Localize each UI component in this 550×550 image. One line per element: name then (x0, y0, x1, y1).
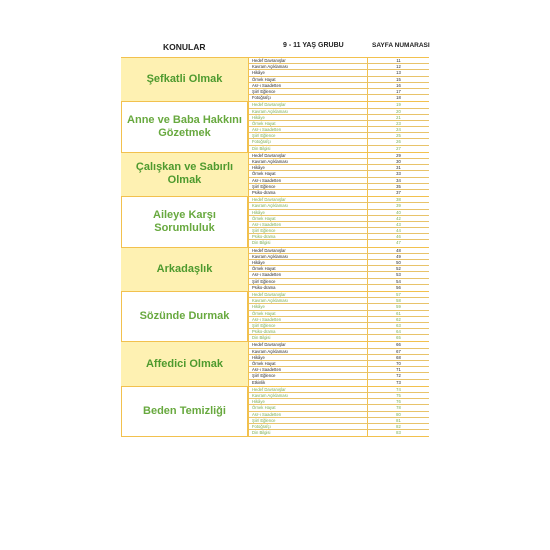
subtopic-label: Hikâye (249, 304, 368, 309)
subtopic-label: Hedef Davranışlar (249, 153, 368, 158)
subtopic-label: Kavram Açıklaması (249, 64, 368, 69)
section-title: Aileye Karşı Sorumluluk (121, 197, 248, 247)
subtopic-label: Hikâye (249, 210, 368, 215)
subtopic-label: Hedef Davranışlar (249, 102, 368, 107)
subtopic-label: Kavram Açıklaması (249, 203, 368, 208)
subtopic-label: Kavram Açıklaması (249, 159, 368, 164)
page-number: 78 (396, 405, 401, 411)
subtopic-label: Hikâye (249, 165, 368, 170)
page-number: 67 (396, 348, 401, 354)
subtopic-label: Hedef Davranışlar (249, 342, 368, 347)
toc-section (121, 102, 429, 153)
page-number: 31 (396, 165, 401, 171)
subtopic-label: Asr-ı Saadetten (249, 367, 368, 372)
page-number: 52 (396, 266, 401, 272)
subtopic-label: Hedef Davranışlar (249, 292, 368, 297)
subtopic-label: Örnek Hayat (249, 311, 368, 316)
subtopic-label: Kavram Açıklaması (249, 298, 368, 303)
page-number: 44 (396, 228, 401, 234)
subtopic-label: Fotoğrafçı (249, 139, 368, 144)
subtopic-label: Örnek Hayat (249, 171, 368, 176)
toc-section (121, 57, 429, 102)
page-number: 81 (396, 417, 401, 423)
page-number: 37 (396, 189, 401, 195)
subtopic-label: Asr-ı Saadetten (249, 127, 368, 132)
subtopic-label: Etkinlik (249, 380, 368, 386)
subtopic-label: Örnek Hayat (249, 77, 368, 82)
page-number: 35 (396, 183, 401, 189)
page-number: 11 (396, 58, 401, 63)
subtopic-label: Hikâye (249, 115, 368, 120)
page-number: 72 (396, 373, 401, 379)
page-number: 54 (396, 278, 401, 284)
subtopic-label: Örnek Hayat (249, 121, 368, 126)
subtopic-label: Psiko-drama (249, 234, 368, 239)
page-number: 12 (396, 64, 401, 70)
page-number: 68 (396, 354, 401, 360)
subtopic-label: Şiir/ Eğlence (249, 418, 368, 423)
toc-row (249, 285, 429, 291)
subtopic-label: Asr-ı Saadetten (249, 222, 368, 227)
subtopic-label: Din Bilgisi (249, 430, 368, 436)
subtopic-label: Kavram Açıklaması (249, 254, 368, 259)
section-rows (248, 292, 429, 342)
subtopic-label: Din Bilgisi (249, 146, 368, 152)
subtopic-label: Şiir/ Eğlence (249, 279, 368, 284)
page-number: 18 (396, 95, 401, 101)
toc-section (121, 387, 429, 438)
section-title: Anne ve Baba Hakkını Gözetmek (121, 102, 248, 152)
page-number: 33 (396, 171, 401, 177)
subtopic-label: Hedef Davranışlar (249, 197, 368, 202)
subtopic-label: Hedef Davranışlar (249, 58, 368, 63)
subtopic-label: Din Bilgisi (249, 335, 368, 341)
subtopic-label: Din Bilgisi (249, 240, 368, 246)
subtopic-label: Fotoğrafçı (249, 95, 368, 101)
section-title: Beden Temizliği (121, 387, 248, 437)
subtopic-label: Hikâye (249, 260, 368, 265)
subtopic-label: Psiko-drama (249, 285, 368, 291)
toc-row (249, 430, 429, 436)
page-number: 20 (396, 108, 401, 114)
subtopic-label: Örnek Hayat (249, 405, 368, 410)
subtopic-label: Şiir/ Eğlence (249, 133, 368, 138)
subtopic-label: Şiir/ Eğlence (249, 323, 368, 328)
subtopic-label: Asr-ı Saadetten (249, 317, 368, 322)
subtopic-label: Hedef Davranışlar (249, 387, 368, 392)
column-header-age-group: 9 - 11 YAŞ GRUBU (283, 42, 344, 49)
page-number: 73 (396, 379, 401, 385)
page-number: 42 (396, 215, 401, 221)
subtopic-label: Kavram Açıklaması (249, 393, 368, 398)
toc-section (121, 248, 429, 292)
page-number: 70 (396, 361, 401, 366)
page-number: 66 (396, 342, 401, 348)
page-number: 82 (396, 423, 401, 429)
page-number: 43 (396, 221, 401, 227)
page-number: 39 (396, 203, 401, 209)
toc-section (121, 197, 429, 248)
page-number: 65 (396, 335, 401, 341)
subtopic-label: Asr-ı Saadetten (249, 178, 368, 183)
page-number: 21 (396, 114, 401, 120)
page-number: 47 (396, 240, 401, 246)
page-number: 27 (396, 145, 401, 151)
subtopic-label: Örnek Hayat (249, 361, 368, 366)
section-rows (248, 197, 429, 247)
page-number: 15 (396, 76, 401, 82)
toc-row (249, 95, 429, 101)
page-number: 16 (396, 82, 401, 88)
page-number: 25 (396, 133, 401, 139)
section-title: Affedici Olmak (121, 342, 248, 385)
page-number: 17 (396, 88, 401, 94)
subtopic-label: Şiir/ Eğlence (249, 373, 368, 378)
section-rows (248, 153, 429, 196)
page-number: 49 (396, 253, 401, 259)
page-number: 76 (396, 399, 401, 405)
page-number: 56 (396, 284, 401, 290)
page-number: 24 (396, 127, 401, 133)
page-number: 57 (396, 291, 401, 297)
section-rows (248, 102, 429, 152)
page-number: 75 (396, 392, 401, 398)
subtopic-label: Fotoğrafçı (249, 424, 368, 429)
page-number: 80 (396, 411, 401, 417)
page-number: 63 (396, 322, 401, 328)
section-title: Çalışkan ve Sabırlı Olmak (121, 153, 248, 196)
page-number: 34 (396, 177, 401, 183)
page-number: 59 (396, 304, 401, 310)
subtopic-label: Örnek Hayat (249, 266, 368, 271)
page-number: 62 (396, 316, 401, 322)
section-rows (248, 342, 429, 385)
page-number: 61 (396, 310, 401, 316)
toc-row (249, 190, 429, 196)
page-number: 29 (396, 152, 401, 158)
column-header-konular: KONULAR (163, 42, 206, 52)
section-rows (248, 387, 429, 437)
subtopic-label: Psiko-drama (249, 190, 368, 196)
page-number: 26 (396, 139, 401, 145)
table-of-contents (121, 57, 429, 437)
section-title: Şefkatli Olmak (121, 58, 248, 101)
subtopic-label: Hikâye (249, 70, 368, 75)
section-rows (248, 58, 429, 101)
subtopic-label: Hikâye (249, 399, 368, 404)
page-number: 46 (396, 234, 401, 240)
page-number: 40 (396, 209, 401, 215)
page-number: 38 (396, 197, 401, 203)
subtopic-label: Psiko-drama (249, 329, 368, 334)
subtopic-label: Kavram Açıklaması (249, 109, 368, 114)
page-number: 53 (396, 272, 401, 278)
section-rows (248, 248, 429, 291)
page-number: 30 (396, 159, 401, 164)
subtopic-label: Asr-ı Saadetten (249, 272, 368, 277)
page-number: 48 (396, 247, 401, 253)
section-title: Arkadaşlık (121, 248, 248, 291)
toc-row (249, 146, 429, 152)
page-number: 19 (396, 102, 401, 108)
subtopic-label: Şiir/ Eğlence (249, 89, 368, 94)
subtopic-label: Asr-ı Saadetten (249, 412, 368, 417)
subtopic-label: Örnek Hayat (249, 216, 368, 221)
subtopic-label: Hikâye (249, 355, 368, 360)
page-number: 71 (396, 367, 401, 373)
page-number: 23 (396, 120, 401, 126)
toc-row (249, 335, 429, 341)
toc-section (121, 153, 429, 197)
page-number: 64 (396, 329, 401, 335)
section-title: Sözünde Durmak (121, 292, 248, 342)
toc-row (249, 240, 429, 246)
page-number: 13 (396, 70, 401, 76)
subtopic-label: Şiir/ Eğlence (249, 184, 368, 189)
subtopic-label: Hedef Davranışlar (249, 248, 368, 253)
toc-section (121, 342, 429, 386)
page-number: 50 (396, 260, 401, 265)
page-number: 74 (396, 386, 401, 392)
subtopic-label: Kavram Açıklaması (249, 349, 368, 354)
subtopic-label: Asr-ı Saadetten (249, 83, 368, 88)
subtopic-label: Şiir/ Eğlence (249, 228, 368, 233)
toc-row (249, 380, 429, 386)
page-number: 58 (396, 298, 401, 304)
column-header-page-number: SAYFA NUMARASI (372, 42, 430, 49)
page-number: 83 (396, 430, 401, 436)
toc-section (121, 292, 429, 343)
